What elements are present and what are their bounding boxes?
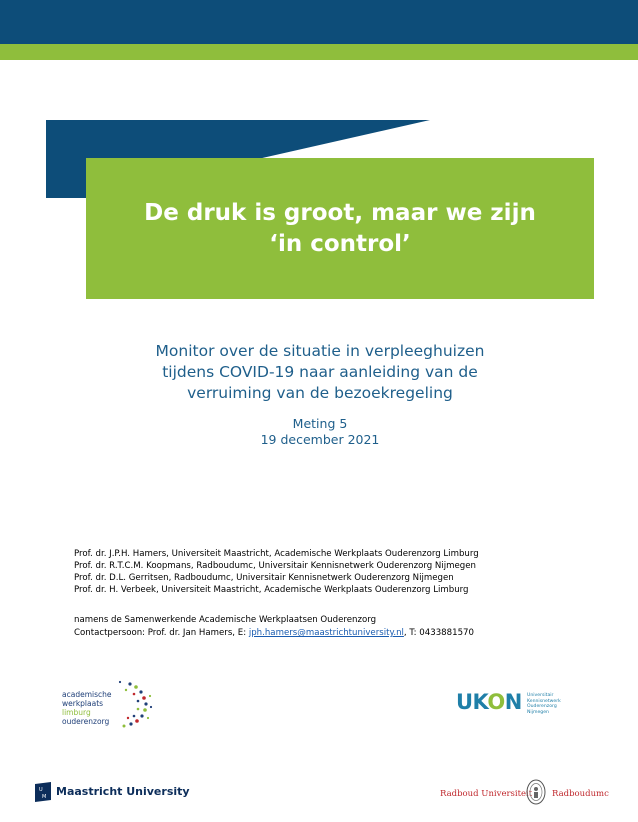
maastricht-university-logo — [34, 781, 194, 805]
contact-line — [74, 627, 614, 640]
ukon-sub-1: Universitair — [527, 693, 554, 698]
ukon-sub-4: Nijmegen — [527, 709, 549, 715]
subtitle-line-3: verruiming van de bezoekregeling — [187, 384, 453, 402]
awl-line-2b: limburg — [62, 708, 91, 717]
radboudumc-wordmark: Radboudumc — [552, 789, 609, 799]
page-title — [132, 198, 548, 260]
ukon-subtitle — [527, 693, 561, 715]
title-line-2: ‘in control’ — [269, 230, 411, 257]
measurement-info — [120, 416, 520, 448]
awl-line-1: academische — [62, 690, 112, 699]
subtitle — [80, 341, 560, 404]
title-line-1: De druk is groot, maar we zijn — [144, 199, 536, 226]
affiliation-block — [74, 614, 614, 640]
svg-text:M: M — [42, 794, 47, 800]
ukon-sub-2: Kennisnetwerk — [527, 698, 561, 704]
ukon-logo — [456, 690, 586, 720]
namens-text: namens de Samenwerkende Academische Werkplaatsen Ouderenzorg — [74, 615, 377, 625]
radboud-seal-icon — [525, 778, 547, 806]
meting-date: 19 december 2021 — [260, 432, 380, 447]
maastricht-shield-icon — [34, 781, 52, 803]
awl-line-3: ouderenzorg — [62, 717, 110, 726]
author-list — [74, 548, 594, 596]
radboud-universiteit-wordmark: Radboud Universiteit — [440, 789, 533, 799]
subtitle-line-2: tijdens COVID-19 naar aanleiding van de — [162, 363, 478, 381]
title-box — [86, 158, 594, 299]
contact-phone: , T: 0433881570 — [403, 628, 474, 638]
ukon-o: O — [487, 690, 505, 714]
author-2: Prof. dr. R.T.C.M. Koopmans, Radboudumc, Universitair Kennisnetwerk Ouderenzorg Nijmegen — [74, 561, 476, 571]
radboud-logo — [440, 778, 630, 808]
contact-email-link[interactable]: jph.hamers@maastrichtuniversity.nl — [248, 628, 404, 638]
academische-werkplaats-limburg-logo — [58, 674, 158, 732]
ukon-wordmark — [456, 690, 522, 714]
awl-wordmark — [62, 690, 111, 726]
awl-line-2 — [62, 699, 111, 717]
awl-line-2a: werkplaats — [62, 699, 104, 708]
meting-label: Meting 5 — [292, 416, 348, 431]
ukon-n: N — [504, 690, 522, 714]
subtitle-line-1: Monitor over de situatie in verpleeghuizen — [155, 342, 485, 360]
contact-label: Contactpersoon: Prof. dr. Jan Hamers, E: — [74, 628, 249, 638]
svg-text:U: U — [39, 787, 43, 793]
ukon-uk: UK — [456, 690, 488, 714]
author-1: Prof. dr. J.P.H. Hamers, Universiteit Maastricht, Academische Werkplaats Ouderenzorg Limburg — [74, 549, 479, 559]
ukon-sub-3: Ouderenzorg — [527, 704, 557, 709]
maastricht-wordmark: Maastricht University — [56, 785, 190, 798]
author-3: Prof. dr. D.L. Gerritsen, Radboudumc, Universitair Kennisnetwerk Ouderenzorg Nijmegen — [74, 573, 454, 583]
author-4: Prof. dr. H. Verbeek, Universiteit Maastricht, Academische Werkplaats Ouderenzorg Limburg — [74, 585, 469, 595]
